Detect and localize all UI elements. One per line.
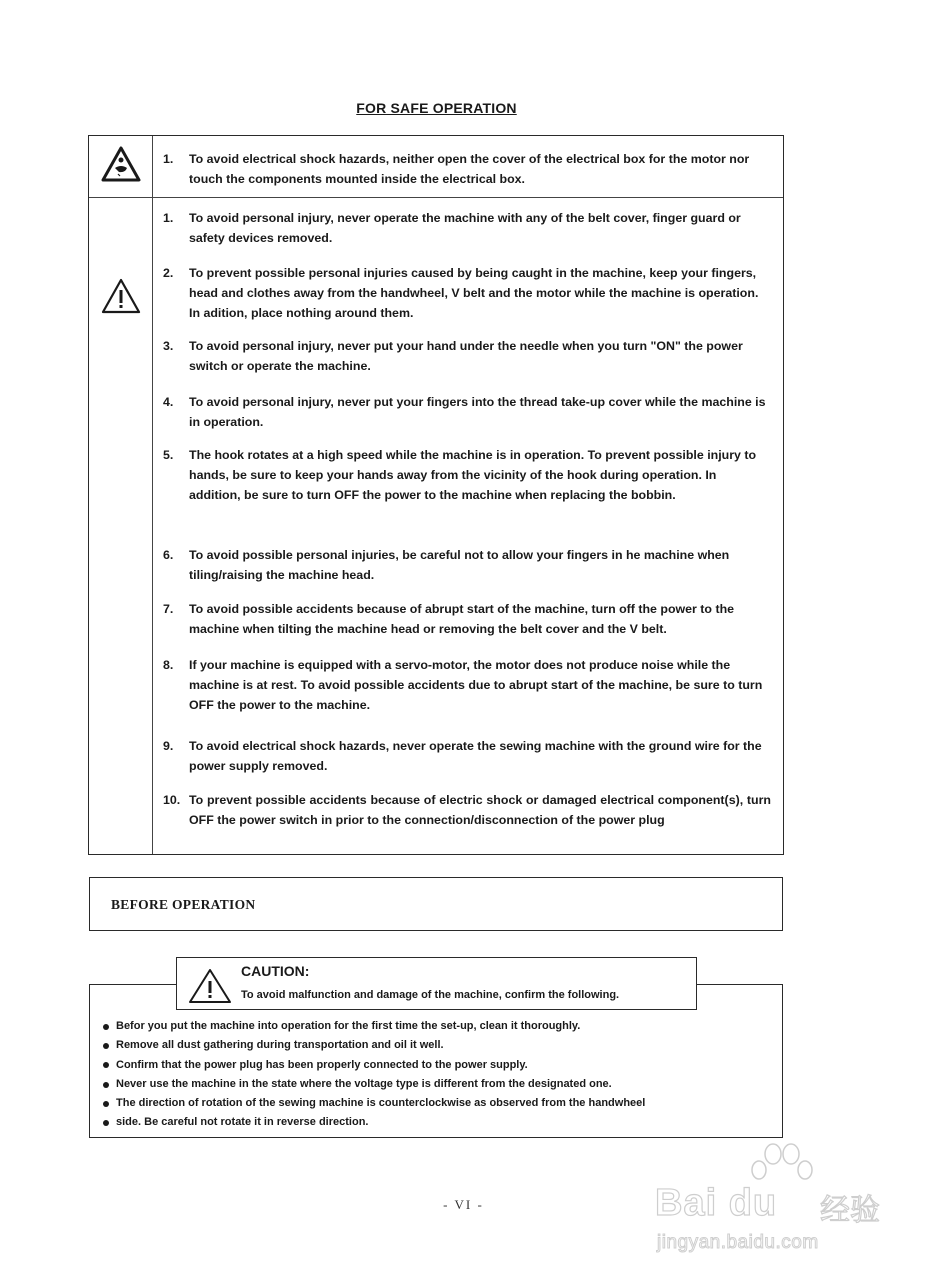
baidu-watermark — [655, 1140, 895, 1253]
bullet-icon — [103, 1101, 109, 1107]
safety-instructions-table — [88, 135, 784, 855]
bullet-icon — [103, 1120, 109, 1126]
caution-title: CAUTION: — [241, 963, 310, 979]
checklist — [103, 1017, 645, 1133]
checklist-item: Never use the machine in the state where the voltage type is different from the designated one. — [103, 1075, 645, 1094]
safety-item-6: 6. To avoid possible personal injuries, be careful not to allow your fingers in he machine when tiling/raising the machine head. — [163, 548, 730, 582]
electric-shock-warning-icon — [101, 146, 141, 182]
safety-item-10: 10. To prevent possible accidents because of electric shock or damaged electrical component(s), turn OFF the power switch in prior to the connection/disconnection of the power plug — [163, 793, 771, 827]
bullet-icon — [103, 1062, 109, 1068]
page-title: FOR SAFE OPERATION — [356, 100, 517, 116]
safety-item-3: 3. To avoid personal injury, never put your hand under the needle when you turn "ON" the power switch or operate the machine. — [163, 339, 743, 373]
watermark-url: jingyan.baidu.com — [657, 1232, 819, 1253]
watermark-cn: 经验 — [820, 1194, 880, 1227]
warning-exclamation-icon — [101, 278, 141, 314]
bullet-icon — [103, 1024, 109, 1030]
page-number: - VI - — [443, 1197, 484, 1212]
safety-item-4: 4. To avoid personal injury, never put your fingers into the thread take-up cover while the machine is in operation. — [163, 395, 766, 429]
checklist-item: Remove all dust gathering during transportation and oil it well. — [103, 1036, 645, 1055]
caution-box — [176, 957, 697, 1010]
electrical-section-icon-cell — [89, 146, 152, 182]
electrical-safety-item: 1. To avoid electrical shock hazards, neither open the cover of the electrical box for the motor nor touch the components mounted inside the electrical box. — [163, 152, 750, 186]
before-operation-title: BEFORE OPERATION — [111, 897, 256, 912]
before-operation-header — [89, 877, 783, 931]
general-section-icon-cell — [89, 278, 152, 314]
checklist-item: Confirm that the power plug has been properly connected to the power supply. — [103, 1056, 645, 1075]
safety-item-8: 8. If your machine is equipped with a servo-motor, the motor does not produce noise while the machine is at rest. To avoid possible accidents due to abrupt start of the machine, be sure to turn OFF the power to the machine. — [163, 658, 763, 712]
safety-item-1: 1. To avoid personal injury, never operate the machine with any of the belt cover, finger guard or safety devices removed. — [163, 211, 741, 245]
checklist-item: The direction of rotation of the sewing machine is counterclockwise as observed from the handwheel — [103, 1094, 645, 1113]
safety-item-5: 5. The hook rotates at a high speed while the machine is in operation. To prevent possible injury to hands, be sure to keep your hands away from the vicinity of the hook during operation. In addition, be sure to turn OFF the power to the machine when replacing the bobbin. — [163, 448, 757, 502]
safety-item-9: 9. To avoid electrical shock hazards, never operate the sewing machine with the ground wire for the power supply removed. — [163, 739, 762, 773]
caution-text: To avoid malfunction and damage of the machine, confirm the following. — [241, 989, 620, 1001]
checklist-item: Befor you put the machine into operation for the first time the set-up, clean it thoroughly. — [103, 1017, 645, 1036]
safety-item-2: 2. To prevent possible personal injuries caused by being caught in the machine, keep your fingers, head and clothes away from the handwheel, V belt and the motor while the machine is operation. In adition, place nothing around them. — [163, 266, 759, 320]
checklist-item: side. Be careful not rotate it in reverse direction. — [103, 1113, 645, 1132]
safety-item-7: 7. To avoid possible accidents because of abrupt start of the machine, turn off the power to the machine when tilting the machine head or removing the belt cover and the V belt. — [163, 602, 735, 636]
bullet-icon — [103, 1043, 109, 1049]
watermark-logo: Bai du — [655, 1182, 778, 1224]
bullet-icon — [103, 1082, 109, 1088]
row-divider — [89, 197, 783, 198]
warning-exclamation-icon — [188, 968, 232, 1004]
column-divider — [152, 136, 153, 854]
